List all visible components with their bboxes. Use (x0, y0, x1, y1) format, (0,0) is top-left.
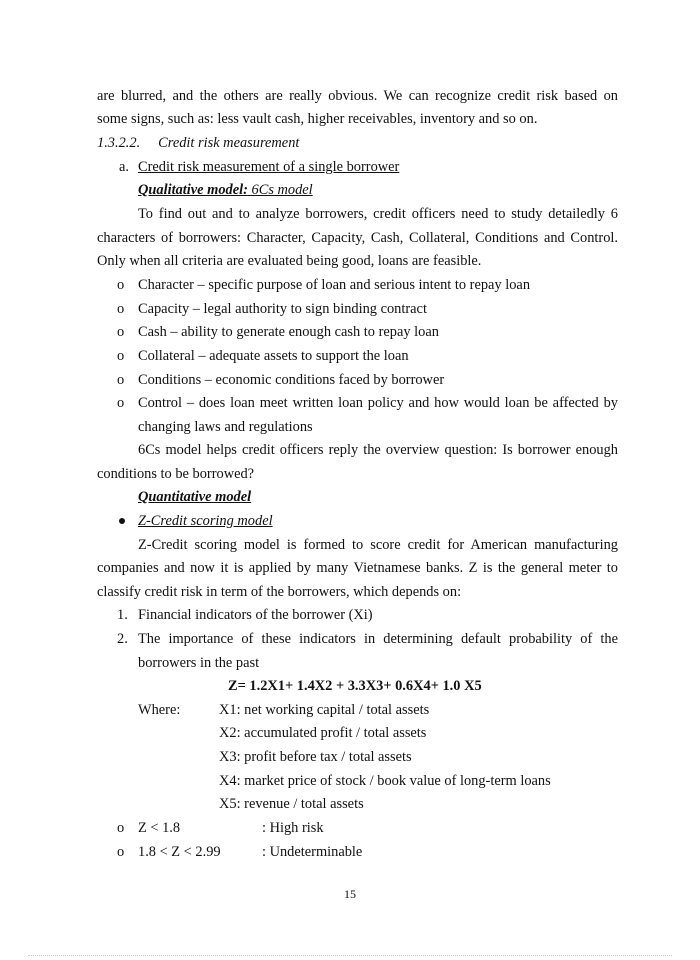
para2-line-1: 6Cs model helps credit officers reply the overview question: Is borrower enough (138, 442, 618, 458)
bullet-symbol: o (117, 301, 125, 317)
bullet-symbol: o (117, 324, 125, 340)
qualitative-heading-bold: Qualitative model: (138, 182, 248, 198)
bullet-symbol: o (117, 348, 125, 364)
section-heading: 1.3.2.2. Credit risk measurement (97, 135, 300, 151)
page-bottom-divider (28, 955, 672, 956)
subsection-title: Credit risk measurement of a single borrower (138, 159, 400, 175)
bullet-symbol: o (117, 820, 125, 836)
bullet-symbol: o (117, 395, 125, 411)
bullet-symbol: o (117, 277, 125, 293)
six-cs-item: Collateral – adequate assets to support the loan (138, 348, 409, 364)
six-cs-item: Character – specific purpose of loan and serious intent to repay loan (138, 277, 531, 293)
numbered-item: The importance of these indicators in determining default probability of the (138, 631, 618, 647)
numbered-item-continuation: borrowers in the past (138, 655, 260, 671)
quantitative-heading: Quantitative model (138, 489, 252, 505)
para1-line-1: To find out and to analyze borrowers, credit officers need to study detailedly 6 (138, 206, 618, 222)
para1-line-2: characters of borrowers: Character, Capacity, Cash, Collateral, Conditions and Control. (97, 230, 618, 246)
variable-definition: X4: market price of stock / book value of long-term loans (219, 773, 551, 789)
where-label: Where: (138, 702, 181, 718)
variable-definition: X2: accumulated profit / total assets (219, 725, 427, 741)
threshold-label: : Undeterminable (262, 844, 363, 860)
qualitative-heading-rest: 6Cs model (247, 182, 313, 198)
six-cs-item: Conditions – economic conditions faced by borrower (138, 372, 445, 388)
bullet-symbol: o (117, 844, 125, 860)
para1-line-3: Only when all criteria are evaluated being good, loans are feasible. (97, 253, 482, 269)
bullet-dot (119, 518, 125, 524)
intro-line-2: some signs, such as: less vault cash, higher receivables, inventory and so on. (97, 111, 538, 127)
z-model-heading: Z-Credit scoring model (138, 513, 273, 529)
bullet-symbol: o (117, 372, 125, 388)
para3-line-2: companies and now it is applied by many Vietnamese banks. Z is the general meter to (97, 560, 618, 576)
six-cs-item-continuation: changing laws and regulations (138, 419, 313, 435)
subsection-marker: a. (119, 159, 129, 175)
threshold-condition: Z < 1.8 (138, 820, 181, 836)
variable-definition: X3: profit before tax / total assets (219, 749, 412, 765)
para3-line-1: Z-Credit scoring model is formed to score credit for American manufacturing (138, 537, 618, 553)
numbered-item: Financial indicators of the borrower (Xi) (138, 607, 373, 623)
para2-line-2: conditions to be borrowed? (97, 466, 255, 482)
threshold-condition: 1.8 < Z < 2.99 (138, 844, 221, 860)
page-number: 15 (344, 887, 356, 901)
numbered-marker: 2. (117, 631, 128, 647)
para3-line-3: classify credit risk in term of the borrowers, which depends on: (97, 584, 462, 600)
six-cs-item: Control – does loan meet written loan policy and how would loan be affected by (138, 395, 618, 411)
intro-line-1: are blurred, and the others are really obvious. We can recognize credit risk based on (97, 88, 618, 104)
qualitative-heading (138, 180, 313, 200)
six-cs-item: Capacity – legal authority to sign binding contract (138, 301, 427, 317)
variable-definition: X1: net working capital / total assets (219, 702, 430, 718)
variable-definition: X5: revenue / total assets (219, 796, 364, 812)
z-formula: Z= 1.2X1+ 1.4X2 + 3.3X3+ 0.6X4+ 1.0 X5 (228, 678, 482, 694)
numbered-marker: 1. (117, 607, 128, 623)
six-cs-item: Cash – ability to generate enough cash to repay loan (138, 324, 439, 340)
threshold-label: : High risk (262, 820, 324, 836)
